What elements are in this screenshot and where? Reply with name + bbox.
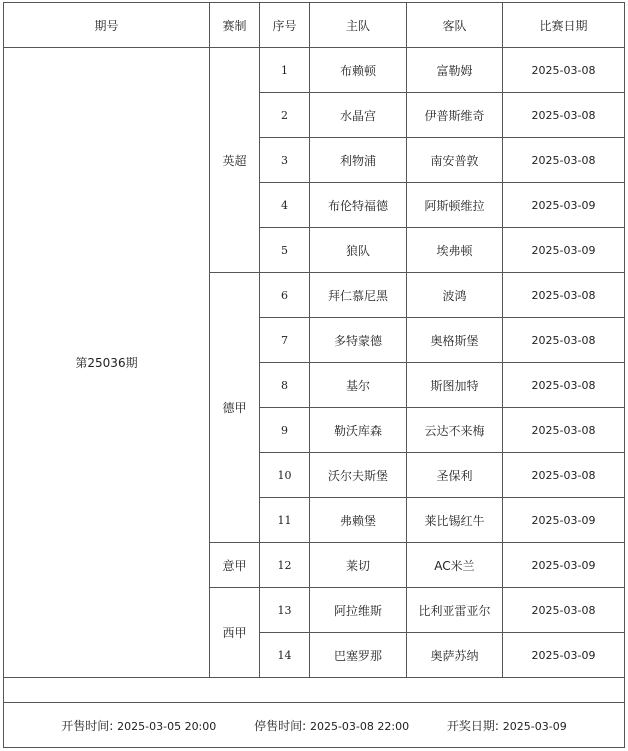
away-team: 埃弗顿 [407,228,503,273]
home-team: 利物浦 [310,138,407,183]
footer-row [4,703,625,748]
sale-start [61,717,216,734]
match-date: 2025-03-09 [503,633,625,678]
match-no: 2 [260,93,310,138]
league-cell-epl: 英超 [210,48,260,273]
away-team: 圣保利 [407,453,503,498]
league-cell-laliga: 西甲 [210,588,260,678]
match-no: 10 [260,453,310,498]
league-cell-seriea: 意甲 [210,543,260,588]
match-date: 2025-03-08 [503,453,625,498]
header-date: 比赛日期 [503,3,625,48]
header-away: 客队 [407,3,503,48]
match-no: 9 [260,408,310,453]
sale-stop [254,717,409,734]
away-team: 奥萨苏纳 [407,633,503,678]
away-team: 南安普敦 [407,138,503,183]
match-no: 12 [260,543,310,588]
away-team: 比利亚雷亚尔 [407,588,503,633]
away-team: 奥格斯堡 [407,318,503,363]
draw-date-value: 2025-03-09 [502,719,567,733]
spacer-row [4,678,625,703]
match-date: 2025-03-08 [503,588,625,633]
header-index: 序号 [260,3,310,48]
match-no: 14 [260,633,310,678]
sale-start-label: 开售时间: [61,718,114,733]
match-no: 3 [260,138,310,183]
match-no: 11 [260,498,310,543]
match-date: 2025-03-08 [503,48,625,93]
match-date: 2025-03-09 [503,183,625,228]
away-team: 云达不来梅 [407,408,503,453]
header-home: 主队 [310,3,407,48]
match-no: 13 [260,588,310,633]
match-date: 2025-03-08 [503,363,625,408]
away-team: AC米兰 [407,543,503,588]
home-team: 水晶宫 [310,93,407,138]
match-no: 4 [260,183,310,228]
match-date: 2025-03-08 [503,408,625,453]
home-team: 布伦特福德 [310,183,407,228]
match-no: 6 [260,273,310,318]
match-date: 2025-03-09 [503,228,625,273]
away-team: 斯图加特 [407,363,503,408]
away-team: 阿斯顿维拉 [407,183,503,228]
match-no: 8 [260,363,310,408]
sale-stop-value: 2025-03-08 22:00 [309,719,410,733]
away-team: 波鸿 [407,273,503,318]
match-date: 2025-03-08 [503,93,625,138]
draw-date [447,717,567,734]
sale-start-value: 2025-03-05 20:00 [117,719,217,733]
home-team: 布赖顿 [310,48,407,93]
match-date: 2025-03-08 [503,273,625,318]
home-team: 沃尔夫斯堡 [310,453,407,498]
home-team: 弗赖堡 [310,498,407,543]
home-team: 拜仁慕尼黑 [310,273,407,318]
match-date: 2025-03-09 [503,498,625,543]
spacer-cell [4,678,625,703]
match-date: 2025-03-09 [503,543,625,588]
match-no: 1 [260,48,310,93]
period-cell: 第25036期 [4,48,210,678]
home-team: 莱切 [310,543,407,588]
sale-stop-label: 停售时间: [254,718,307,733]
home-team: 巴塞罗那 [310,633,407,678]
league-cell-bundesliga: 德甲 [210,273,260,543]
header-league: 赛制 [210,3,260,48]
sale-info [4,703,625,748]
match-no: 7 [260,318,310,363]
home-team: 基尔 [310,363,407,408]
header-row [4,3,625,48]
table-row [4,48,625,93]
schedule-table [3,2,625,748]
home-team: 多特蒙德 [310,318,407,363]
match-date: 2025-03-08 [503,138,625,183]
draw-date-label: 开奖日期: [446,718,499,733]
away-team: 富勒姆 [407,48,503,93]
match-no: 5 [260,228,310,273]
away-team: 伊普斯维奇 [407,93,503,138]
home-team: 狼队 [310,228,407,273]
home-team: 勒沃库森 [310,408,407,453]
match-date: 2025-03-08 [503,318,625,363]
home-team: 阿拉维斯 [310,588,407,633]
away-team: 莱比锡红牛 [407,498,503,543]
header-period: 期号 [4,3,210,48]
